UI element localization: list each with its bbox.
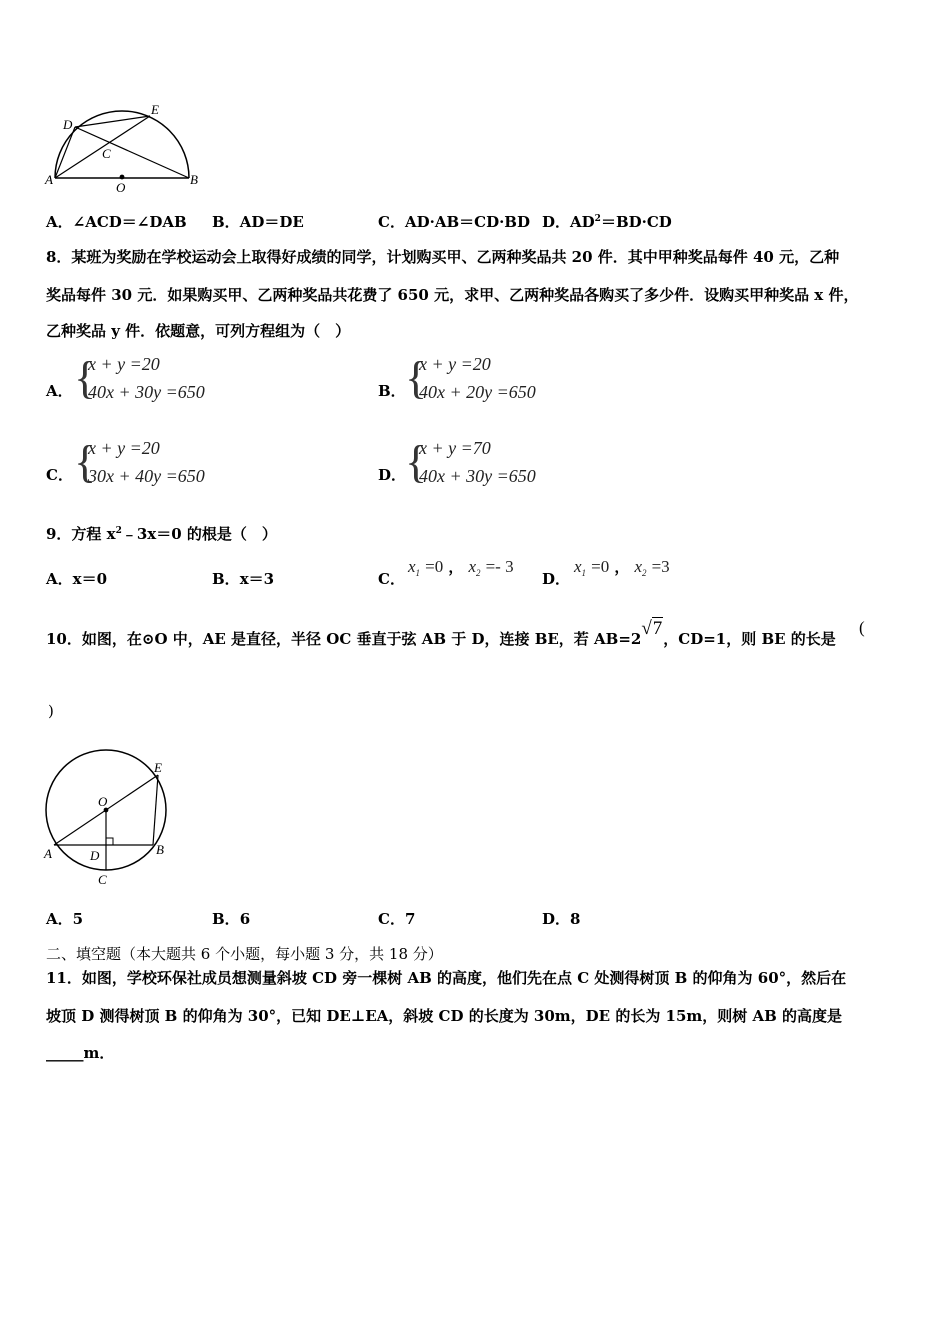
q10-open-paren: ( [859,618,865,637]
q9-option-b: B．x＝3 [212,570,275,588]
sqrt-symbol: √7 [641,618,663,639]
q7-option-c: C．AD·AB＝CD·BD [378,213,530,231]
q10-label-d: D [90,848,100,863]
q7-option-d: D．$AD^2=BD\cdot CD$ [542,213,672,231]
q7-label-e: E [151,102,159,117]
q10-stem: 10．如图，在⊙O 中，AE 是直径，半径 OC 垂直于弦 AB 于 D，连接 BE，若 AB=2√7，CD=1，则 BE 的长是 [46,618,836,648]
q10-label-o: O [98,794,108,809]
q7-label-a: A [45,172,53,187]
answer-blank[interactable]: _____ [46,1044,84,1062]
q7-figure [40,100,210,195]
q8-option-b: B． { x + y =20 40x + 20y =650 [378,352,536,403]
q8-option-d: D． { x + y =70 40x + 30y =650 [378,436,536,487]
q11-answer-line: _____m． [46,1044,115,1062]
q10-option-a: A．5 [46,910,84,928]
q10-figure [40,748,180,890]
q7-label-d: D [63,117,73,132]
q8-stem-line1: 8．某班为奖励在学校运动会上取得好成绩的同学，计划购买甲、乙两种奖品共 20 件．其中甲种奖品每件 40 元，乙种 [46,248,840,266]
q7-option-a: A．∠ACD＝∠DAB [46,213,187,231]
q9-option-a: A．x＝0 [46,570,108,588]
q10-option-b: B．6 [212,910,251,928]
q7-label-b: B [190,172,198,187]
q10-label-b: B [156,842,164,857]
q11-stem-line2: 坡顶 D 测得树顶 B 的仰角为 30°，已知 DE⊥EA，斜坡 CD 的长度为 30m，DE 的长为 15m，则树 AB 的高度是 [46,1007,843,1025]
q7-label-c: C [102,146,111,161]
q8-option-a: A． { x + y =20 40x + 30y =650 [46,352,205,403]
q10-option-c: C．7 [378,910,416,928]
q9-option-d-roots: $x_1 =0$ ， $x_2 =3$ [574,557,670,579]
q10-close-paren: ) [48,702,54,720]
q8-stem-line3: 乙种奖品 y 件．依题意，可列方程组为（ ） [46,322,351,340]
q7-option-b: B．AD＝DE [212,213,304,231]
q9-stem: 9．方程 $x^2﹣3x=0$ 的根是（ ） [46,525,277,543]
q10-label-a: A [44,846,52,861]
q8-option-c: C． { x + y =20 30x + 40y =650 [46,436,205,487]
section-heading: 二、填空题（本大题共 6 个小题，每小题 3 分，共 18 分） [46,945,443,963]
q9-option-c-letter: C． [378,570,405,588]
q9-option-d-letter: D． [542,570,571,588]
q11-stem-line1: 11．如图，学校环保社成员想测量斜坡 CD 旁一棵树 AB 的高度，他们先在点 C 处测得树顶 B 的仰角为 60°，然后在 [46,969,847,987]
q10-label-e: E [154,760,162,775]
q10-label-c: C [98,872,107,887]
q7-label-o: O [116,180,126,195]
q8-stem-line2: 奖品每件 30 元．如果购买甲、乙两种奖品共花费了 650 元，求甲、乙两种奖品各购买了多少件．设购买甲种奖品 x 件， [46,286,859,304]
q10-option-d: D．8 [542,910,581,928]
q9-option-c-roots: $x_1 =0$ ， $x_2 =- 3$ [408,557,514,579]
